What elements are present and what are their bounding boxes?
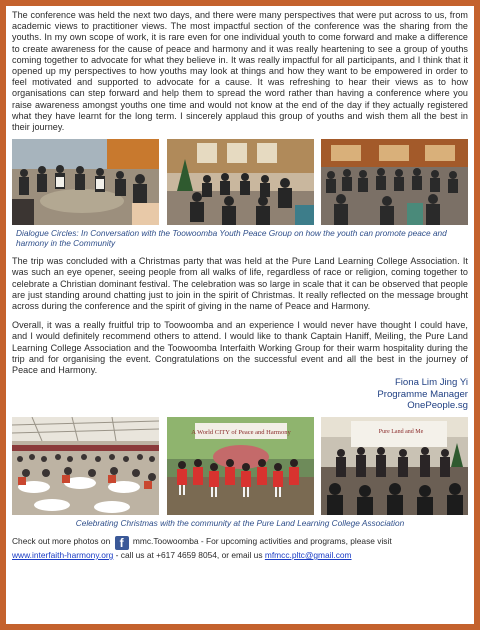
stage-banner-text: A World CITY of Peace and Harmony (190, 429, 291, 437)
footer-line-1 (12, 536, 468, 550)
signature-org: OnePeople.sg (407, 400, 468, 412)
email-link[interactable]: mfmcc.pltc@gmail.com (264, 550, 352, 561)
signature-name: Fiona Lim Jing Yi (394, 377, 468, 389)
paragraph-conference: The conference was held the next two days, and there were many perspectives that were put across to us, from academic views to practitioner views. The most impactful section of the conference was the sharing from the youths. In my own scope of work, it is rare even for one individual youth to come forward and make a difference to create awareness for the cause of peace and harmony and it was really heartening to see a group of youths coming together to advocate for what they believe in. It was really impactful for all participants, and I think that it opened up my perspectives to how youths may look at things and how they want to be empowered in order to feel motivated and supported to advocate for a cause. It was refreshing to hear their views as to how organisations can step forward and help them to spread the word rather than having a conference where you raise awareness amongst youths one time and would not know at the end of the day if they actually registered what they have learnt for the long term. I sincerely applaud this group of youths and wish them all the best in their journey. (12, 10, 468, 133)
dialogue-photo-row (12, 139, 468, 225)
signature-block (12, 377, 468, 412)
website-link[interactable]: www.interfaith-harmony.org (12, 550, 114, 561)
footer-facebook-text: mmc.Toowoomba - For upcoming activities and programs, please visit (132, 536, 392, 547)
paragraph-christmas-party: The trip was concluded with a Christmas party that was held at the Pure Land Learning College Association. It was such an eye opener, seeing people from all walks of life, regardless of race or religion, coming together to celebrate a Christian dominant festival. The celebration was so large in scale that it can be observed that people are just standing around chatting just to join in the spirit of Christmas. It really reflected on the message brought across during the conference and the spirit of giving in the name of Peace and Harmony. (12, 256, 468, 312)
dialogue-photo-1 (12, 139, 159, 225)
dialogue-photo-3 (321, 139, 468, 225)
signature-role: Programme Manager (377, 388, 468, 400)
dialogue-photo-2 (167, 139, 314, 225)
footer-line-2 (12, 550, 468, 561)
christmas-photo-3 (321, 417, 468, 515)
stage-banner-text: Pure Land and Me (378, 429, 424, 436)
christmas-photo-row (12, 417, 468, 515)
facebook-icon[interactable]: f (115, 536, 129, 550)
footer (12, 536, 468, 561)
christmas-photo-2 (167, 417, 314, 515)
caption-dialogue: Dialogue Circles: In Conversation with the Toowoomba Youth Peace Group on how the youth can promote peace and harmony in the Community (16, 228, 447, 249)
newsletter-page (6, 6, 474, 624)
paragraph-overall: Overall, it was a really fruitful trip to Toowoomba and an experience I would never have thought I could have, and I would definitely recommend others to attend. I would like to thank Captain Haniff, Meiling, the Pure Land Learning College Association and the Toowoomba Interfaith Working Group for their warm hospitality during the trip and for organising the event. Congratulations on the successful event and all the best in the journey of Peace and Harmony. (12, 320, 468, 376)
christmas-photo-1 (12, 417, 159, 515)
footer-contact-text: - call us at +617 4659 8054, or email us (113, 550, 265, 561)
footer-photos-text: Check out more photos on (12, 536, 111, 547)
caption-christmas: Celebrating Christmas with the community at the Pure Land Learning College Association (75, 518, 405, 529)
